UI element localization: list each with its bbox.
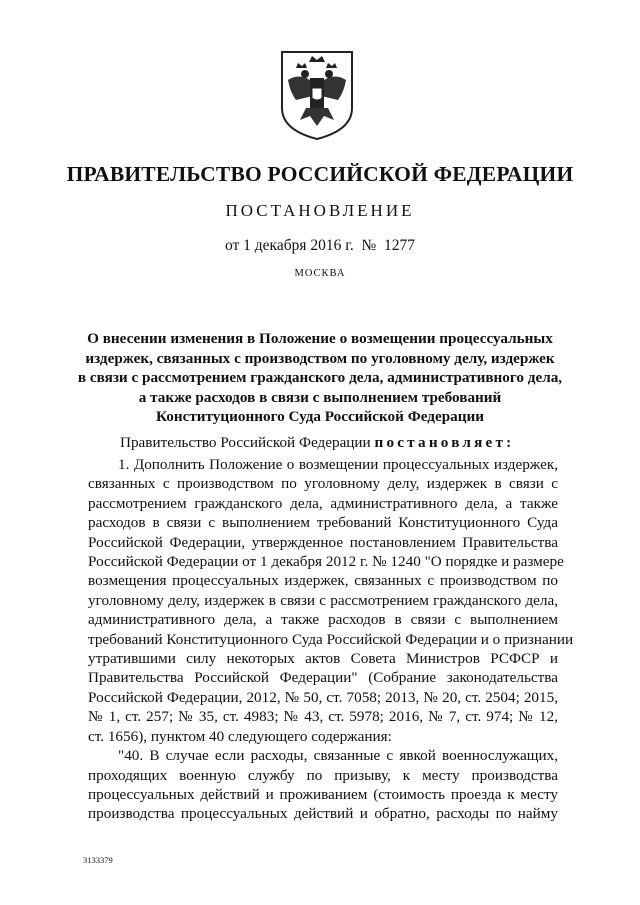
body-line: проходящих военную службу по призыву, к месту производства: [88, 766, 558, 784]
body-line: № 1, ст. 257; № 35, ст. 4983; № 43, ст. 5978; 2016, № 7, ст. 974; № 12,: [88, 708, 558, 726]
body-line: уголовному делу, издержек в связи с рассмотрением гражданского дела,: [88, 591, 558, 609]
russian-coat-of-arms-icon: [276, 46, 358, 142]
title-line: издержек, связанных с производством по уголовному делу, издержек: [85, 349, 555, 367]
body-line: ст. 1656), пунктом 40 следующего содержания:: [88, 727, 392, 745]
body-line: "40. В случае если расходы, связанные с явкой военнослужащих,: [118, 747, 558, 765]
body-line: расходов в связи с выполнением требований Конституционного Суда: [88, 514, 558, 532]
body-line: утратившими силу некоторых актов Совета Министров РСФСР и: [88, 650, 558, 668]
title-line: О внесении изменения в Положение о возмещении процессуальных: [87, 330, 553, 347]
government-title: ПРАВИТЕЛЬСТВО РОССИЙСКОЙ ФЕДЕРАЦИИ: [66, 162, 574, 186]
body-line: Российской Федерации, 2012, № 50, ст. 7058; 2013, № 20, ст. 2504; 2015,: [88, 688, 558, 706]
title-line: в связи с рассмотрением гражданского дела, административного дела,: [77, 369, 563, 387]
body-line: возмещения процессуальных издержек, связанных с производством по: [88, 572, 558, 590]
document-type: ПОСТАНОВЛЕНИЕ: [225, 201, 415, 220]
title-line: а также расходов в связи с выполнением требований: [138, 388, 502, 406]
preamble: [120, 434, 514, 452]
title-line: Конституционного Суда Российской Федерации: [155, 408, 484, 426]
preamble-verb: постановляет:: [374, 434, 515, 451]
document-code: 3133379: [83, 855, 113, 865]
body-line: Российской Федерации, утвержденное постановлением Правительства: [88, 533, 558, 551]
document-city: МОСКВА: [294, 268, 346, 279]
document-date-number: от 1 декабря 2016 г. № 1277: [224, 237, 416, 254]
body-line: Правительства Российской Федерации" (Собрание законодательства: [88, 669, 558, 687]
document-body: [88, 455, 574, 824]
body-line: требований Конституционного Суда Российской Федерации и о признании: [88, 630, 574, 648]
preamble-prefix: Правительство Российской Федерации: [120, 434, 375, 451]
body-line: 1. Дополнить Положение о возмещении процессуальных издержек,: [118, 456, 558, 473]
document-title: [60, 329, 580, 427]
body-line: административного дела, а также расходов в связи с выполнением: [88, 611, 558, 629]
body-line: Российской Федерации от 1 декабря 2012 г. № 1240 "О порядке и размере: [88, 553, 564, 571]
body-line: процессуальных действий и проживанием (стоимость проезда к месту: [88, 785, 558, 803]
body-line: рассмотрением гражданского дела, административного дела, а также: [88, 494, 558, 512]
body-line: производства процессуальных действий и обратно, расходы по найму: [88, 805, 558, 823]
body-line: связанных с производством по уголовному делу, издержек в связи с: [88, 475, 558, 493]
